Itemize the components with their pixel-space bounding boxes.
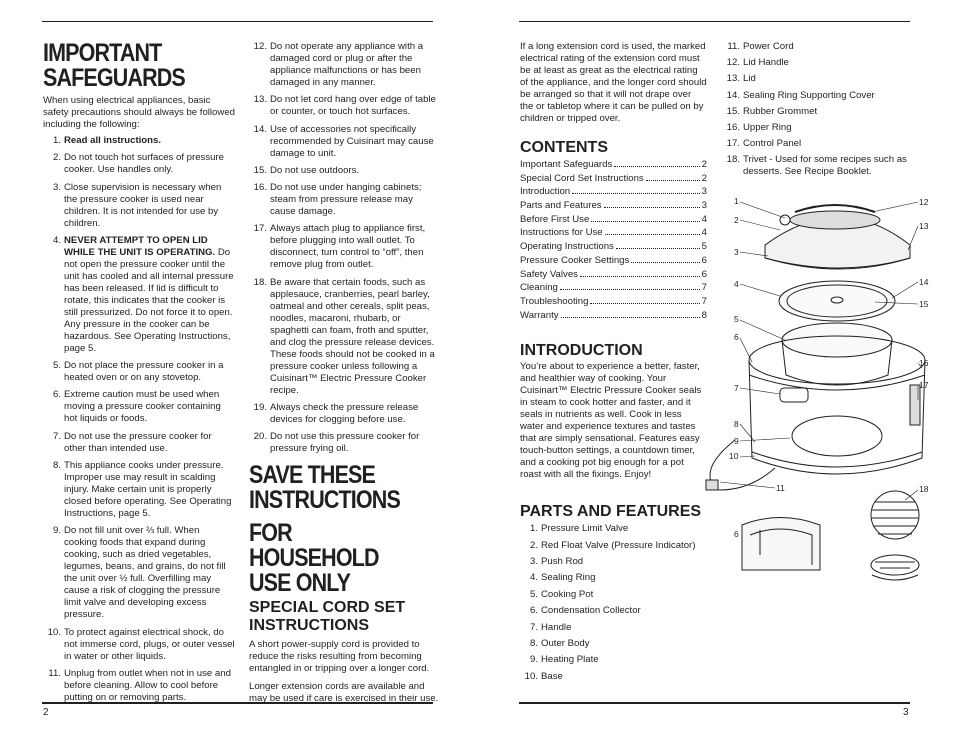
contents-leader-dots xyxy=(560,289,700,290)
part-number: 7. xyxy=(529,621,538,633)
cord-set-paragraph-1: A short power-supply cord is provided to reduce the risks resulting from becoming entangled in or tripping over a longer cord. xyxy=(249,639,430,675)
safeguard-number: 1. xyxy=(52,135,61,146)
part-number: 18. xyxy=(726,154,740,166)
part-label: Sealing Ring xyxy=(541,572,596,584)
contents-label: Before First Use xyxy=(520,213,590,225)
safeguard-item xyxy=(43,360,235,384)
power-cord-drawing xyxy=(710,440,775,490)
contents-label: Safety Valves xyxy=(520,268,578,280)
top-rule-right xyxy=(519,21,910,22)
safeguard-number: 2. xyxy=(52,152,61,164)
safeguard-item xyxy=(249,431,439,455)
part-number: 16. xyxy=(726,121,740,133)
save-line-2: INSTRUCTIONS xyxy=(249,486,400,515)
cord-set-paragraph-2: Longer extension cords are available and may be used if care is exercised in their use. xyxy=(249,681,439,705)
safeguard-number: 18. xyxy=(253,276,267,288)
contents-label: Introduction xyxy=(520,186,571,198)
safeguard-number: 16. xyxy=(253,182,267,194)
cord-set-heading: SPECIAL CORD SET INSTRUCTIONS xyxy=(249,599,406,635)
safeguard-item xyxy=(43,182,235,230)
contents-leader-dots xyxy=(561,317,700,318)
part-item xyxy=(722,106,912,122)
callout-1: 1 xyxy=(734,196,739,206)
callout-15: 15 xyxy=(919,299,929,309)
contents-page: 7 xyxy=(701,295,707,307)
save-line-1: SAVE THESE xyxy=(249,461,376,490)
safeguard-number: 3. xyxy=(52,181,61,193)
part-number: 5. xyxy=(529,588,538,600)
plug-drawing xyxy=(706,480,718,490)
callout-16: 16 xyxy=(919,358,929,368)
page-number-left: 2 xyxy=(43,707,49,718)
safeguard-number: 8. xyxy=(52,460,61,472)
part-number: 9. xyxy=(529,654,538,666)
safeguard-item xyxy=(249,182,439,218)
contents-row[interactable] xyxy=(520,200,707,214)
part-label: Power Cord xyxy=(743,41,794,52)
contents-label: Warranty xyxy=(520,309,559,321)
callout-4: 4 xyxy=(734,279,739,289)
contents-list xyxy=(520,159,707,323)
contents-page: 3 xyxy=(701,186,707,198)
callout-13: 13 xyxy=(919,221,929,231)
contents-row[interactable] xyxy=(520,173,707,187)
contents-label: Important Safeguards xyxy=(520,159,613,170)
part-label: Base xyxy=(541,670,563,682)
part-number: 11. xyxy=(727,41,740,52)
contents-leader-dots xyxy=(631,262,699,263)
contents-label: Instructions for Use xyxy=(520,227,603,239)
callout-17: 17 xyxy=(919,380,929,390)
contents-leader-dots xyxy=(580,276,700,277)
save-instructions-heading xyxy=(249,463,421,513)
household-line-2: USE ONLY xyxy=(249,569,351,598)
contents-row[interactable] xyxy=(520,310,707,324)
contents-row[interactable] xyxy=(520,227,707,241)
part-item xyxy=(520,523,707,539)
page-number-right: 3 xyxy=(903,707,909,718)
contents-leader-dots xyxy=(604,207,700,208)
safeguard-number: 11. xyxy=(48,667,61,679)
callout-12: 12 xyxy=(919,197,929,207)
contents-row[interactable] xyxy=(520,269,707,283)
part-label: Trivet - Used for some recipes such as desserts. See Recipe Booklet. xyxy=(743,154,907,178)
safeguard-item xyxy=(249,124,439,160)
safeguard-text: Do not use this pressure cooker for pressure frying oil. xyxy=(270,431,420,455)
contents-leader-dots xyxy=(614,166,699,167)
safeguard-item xyxy=(249,165,439,177)
safeguard-text: Always check the pressure release devices for clogging before use. xyxy=(270,402,419,426)
contents-leader-dots xyxy=(616,248,700,249)
part-label: Lid xyxy=(743,73,756,85)
safeguard-number: 4. xyxy=(52,234,61,246)
safeguard-item xyxy=(43,431,235,455)
title-line-2: SAFEGUARDS xyxy=(43,64,185,92)
safeguard-text: Unplug from outlet when not in use and before cleaning. Allow to cool before putting on or removing parts. xyxy=(64,667,231,703)
callout-6: 6 xyxy=(734,332,739,342)
contents-label: Parts and Features xyxy=(520,200,602,212)
safeguard-text: Do not touch hot surfaces of pressure cooker. Use handles only. xyxy=(64,152,224,176)
household-use-heading xyxy=(249,521,421,596)
contents-label: Troubleshooting xyxy=(520,295,589,307)
safeguard-text: Extreme caution must be used when moving a pressure cooker containing hot liquids or foods. xyxy=(64,389,221,425)
safeguard-number: 20. xyxy=(253,431,267,443)
callout-7: 7 xyxy=(734,383,739,393)
contents-label: Special Cord Set Instructions xyxy=(520,172,644,184)
contents-row[interactable] xyxy=(520,296,707,310)
callout-9: 9 xyxy=(734,436,739,446)
top-rule-left xyxy=(42,21,433,22)
part-number: 1. xyxy=(529,523,538,535)
part-item xyxy=(520,540,707,556)
safeguard-number: 7. xyxy=(52,430,61,442)
safeguard-text: Do not use outdoors. xyxy=(270,164,360,176)
contents-row[interactable] xyxy=(520,159,707,173)
safeguard-number: 9. xyxy=(52,525,61,537)
safeguard-warning: NEVER ATTEMPT TO OPEN LID WHILE THE UNIT IS OPERATING. xyxy=(64,234,216,258)
safeguard-item xyxy=(43,135,235,147)
callout-8: 8 xyxy=(734,419,739,429)
safeguards-intro: When using electrical appliances, basic safety precautions should always be followed including the following: xyxy=(43,95,235,130)
contents-label: Cleaning xyxy=(520,282,558,294)
part-item xyxy=(722,73,912,89)
left-column-1 xyxy=(43,41,235,709)
introduction-paragraph: You’re about to experience a better, faster, and healthier way of cooking. Your Cuisinart™ Electric Pressure Cooker seals in steam to cook hotter and faster, and it seals in nutrients as well. Cook in less water and experience textures and tastes that are simply sensational. Features easy touch-button settings, a countdown timer, and a cooking pot big enough for a pot roast with all the fixings. Enjoy! xyxy=(520,361,702,481)
part-label: Sealing Ring Supporting Cover xyxy=(743,89,875,101)
contents-page: 4 xyxy=(701,213,707,225)
part-label: Red Float Valve (Pressure Indicator) xyxy=(541,539,696,551)
callout-10: 10 xyxy=(729,451,739,461)
safeguards-list xyxy=(43,135,235,704)
part-label: Outer Body xyxy=(541,637,590,649)
safeguard-item xyxy=(43,525,235,621)
contents-page: 2 xyxy=(701,159,707,170)
contents-label: Operating Instructions xyxy=(520,241,614,253)
part-number: 17. xyxy=(726,138,740,150)
contents-page: 8 xyxy=(701,309,707,321)
part-label: Lid Handle xyxy=(743,57,789,69)
contents-leader-dots xyxy=(590,303,699,304)
part-item xyxy=(520,589,707,605)
contents-page: 3 xyxy=(701,200,707,212)
contents-leader-dots xyxy=(605,234,700,235)
right-column-1 xyxy=(520,41,707,687)
safeguard-text: Do not let cord hang over edge of table or counter, or touch hot surfaces. xyxy=(270,94,436,118)
part-item xyxy=(722,122,912,138)
safeguard-number: 17. xyxy=(253,223,267,235)
part-number: 10. xyxy=(524,670,538,682)
part-label: Cooking Pot xyxy=(541,588,594,600)
cooking-pot-drawing xyxy=(782,323,892,385)
contents-row[interactable] xyxy=(520,186,707,200)
part-label: Pressure Limit Valve xyxy=(541,523,629,535)
safeguard-text: Use of accessories not specifically recommended by Cuisinart may cause damage to unit. xyxy=(270,123,434,159)
bottom-rule-right xyxy=(519,702,910,704)
lid-drawing xyxy=(765,205,910,269)
part-item xyxy=(722,41,912,57)
part-item xyxy=(520,671,707,687)
safeguard-text: Do not open the pressure cooker until the unit has cooled and all internal pressure has been released. If lid is difficult to rotate, this indicates that the cooker is still pressurized. Do not force it to open. Any pressure in the cooker can be hazardous. See Operating Instructions, page 5. xyxy=(64,246,234,354)
contents-page: 6 xyxy=(701,254,707,266)
extension-cord-paragraph: If a long extension cord is used, the marked electrical rating of the extension cord must be at least as great as the electrical rating of the appliance, and the longer cord should be arranged so that it will not drape over the or tabletop where it can be pulled on by children or tripped over. xyxy=(520,41,707,124)
safeguard-text: Be aware that certain foods, such as applesauce, cranberries, pearl barley, oatmeal and other cereals, split peas, noodles, macaroni, rhubarb, or spaghetti can foam, froth and sputter, and clog the pressure release devices. These foods should not be cooked in a pressure cooker unless following a Cuisinart™ Electric Pressure Cooker recipe. xyxy=(270,276,435,396)
safeguard-number: 10. xyxy=(47,626,61,638)
safeguard-text: To protect against electrical shock, do not immerse cord, plugs, or outer vessel in water or other liquids. xyxy=(64,626,235,662)
part-number: 3. xyxy=(529,556,538,568)
safeguards-list-continued xyxy=(249,41,439,455)
household-line-1: FOR HOUSEHOLD xyxy=(249,519,379,573)
callout-11: 11 xyxy=(776,483,785,493)
contents-leader-dots xyxy=(646,180,700,181)
safeguard-text: This appliance cooks under pressure. Improper use may result in scalding injury. Make certain unit is properly closed before operating. See Operating Instructions, page 5. xyxy=(64,460,232,520)
part-number: 13. xyxy=(726,73,740,85)
part-item xyxy=(520,556,707,572)
part-item xyxy=(722,154,912,178)
part-item xyxy=(722,138,912,154)
contents-page: 4 xyxy=(701,227,707,239)
part-number: 14. xyxy=(726,89,740,101)
contents-page: 7 xyxy=(701,282,707,294)
condensation-collector-detail xyxy=(742,518,820,571)
contents-leader-dots xyxy=(572,193,700,194)
safeguard-text: Do not fill unit over ⅔ full. When cooking foods that expand during cooking, such as dried vegetables, legumes, beans, and grains, do not fill the unit over ½ full. Overfilling may cause a risk of clogging the pressure limit valve and developing excess pressure. xyxy=(64,525,226,621)
safeguard-text: Do not use the pressure cooker for other than intended use. xyxy=(64,430,212,454)
part-number: 12. xyxy=(726,57,740,69)
safeguard-item xyxy=(43,389,235,425)
contents-row[interactable] xyxy=(520,214,707,228)
safeguard-item xyxy=(249,402,439,426)
introduction-heading: INTRODUCTION xyxy=(520,342,643,360)
safeguard-number: 19. xyxy=(253,402,267,414)
parts-list xyxy=(520,523,707,687)
part-label: Handle xyxy=(541,621,572,633)
contents-row[interactable] xyxy=(520,255,707,269)
safeguard-text: Close supervision is necessary when the pressure cooker is used near children. It is not intended for use by children. xyxy=(64,181,222,229)
contents-page: 5 xyxy=(701,241,707,253)
part-item xyxy=(520,654,707,670)
safeguard-item xyxy=(43,152,235,176)
part-label: Upper Ring xyxy=(743,121,792,133)
safeguard-item xyxy=(43,627,235,663)
part-number: 8. xyxy=(529,637,538,649)
safeguard-text: Read all instructions. xyxy=(64,135,162,146)
part-label: Heating Plate xyxy=(541,654,599,666)
part-label: Rubber Grommet xyxy=(743,105,818,117)
part-item xyxy=(722,90,912,106)
part-item xyxy=(520,605,707,621)
trivet-drawing xyxy=(871,491,919,580)
part-item xyxy=(520,572,707,588)
safeguard-text: Do not use under hanging cabinets; steam from pressure release may cause damage. xyxy=(270,182,422,218)
safeguard-text: Do not place the pressure cooker in a heated oven or on any stovetop. xyxy=(64,360,224,384)
part-number: 4. xyxy=(529,572,538,584)
part-number: 6. xyxy=(529,605,538,617)
callout-6-detail: 6 xyxy=(734,529,739,539)
contents-row[interactable] xyxy=(520,282,707,296)
callout-14: 14 xyxy=(919,277,929,287)
safeguard-item xyxy=(249,41,439,89)
part-label: Control Panel xyxy=(743,138,802,150)
safeguard-number: 13. xyxy=(253,94,267,106)
part-item xyxy=(520,638,707,654)
safeguard-item xyxy=(43,235,235,355)
safeguard-number: 14. xyxy=(253,123,267,135)
part-number: 15. xyxy=(726,105,740,117)
left-column-2 xyxy=(249,41,439,705)
part-number: 2. xyxy=(529,539,538,551)
safeguard-item xyxy=(43,460,235,520)
part-label: Push Rod xyxy=(541,556,584,568)
safeguard-item xyxy=(249,223,439,271)
callout-18: 18 xyxy=(919,484,929,494)
safeguard-item xyxy=(249,94,439,118)
safeguard-number: 6. xyxy=(52,389,61,401)
safeguard-item xyxy=(43,668,235,704)
safeguard-text: Always attach plug to appliance first, before plugging into wall outlet. To disconnect, turn control to “off”, then remove plug from outlet. xyxy=(270,223,426,271)
parts-list-continued xyxy=(722,41,912,178)
title-line-1: IMPORTANT xyxy=(43,39,162,67)
contents-row[interactable] xyxy=(520,241,707,255)
right-column-2 xyxy=(722,41,912,178)
part-item xyxy=(722,57,912,73)
safeguard-text: Do not operate any appliance with a damaged cord or plug or after the appliance malfunctions or has been damaged in any manner. xyxy=(270,41,424,88)
contents-page: 6 xyxy=(701,268,707,280)
contents-label: Pressure Cooker Settings xyxy=(520,254,630,266)
sealing-cover-drawing xyxy=(779,281,895,321)
part-label: Condensation Collector xyxy=(541,605,641,617)
callout-2: 2 xyxy=(734,215,739,225)
contents-heading: CONTENTS xyxy=(520,139,608,156)
safeguard-number: 5. xyxy=(52,360,61,372)
parts-features-heading: PARTS AND FEATURES xyxy=(520,503,702,521)
safeguard-number: 12. xyxy=(253,41,267,52)
part-item xyxy=(520,622,707,638)
page-title xyxy=(43,41,215,91)
callout-3: 3 xyxy=(734,247,739,257)
contents-page: 2 xyxy=(701,172,707,184)
contents-leader-dots xyxy=(591,221,699,222)
callout-5: 5 xyxy=(734,314,739,324)
safeguard-number: 15. xyxy=(253,164,267,176)
safeguard-item xyxy=(249,277,439,397)
